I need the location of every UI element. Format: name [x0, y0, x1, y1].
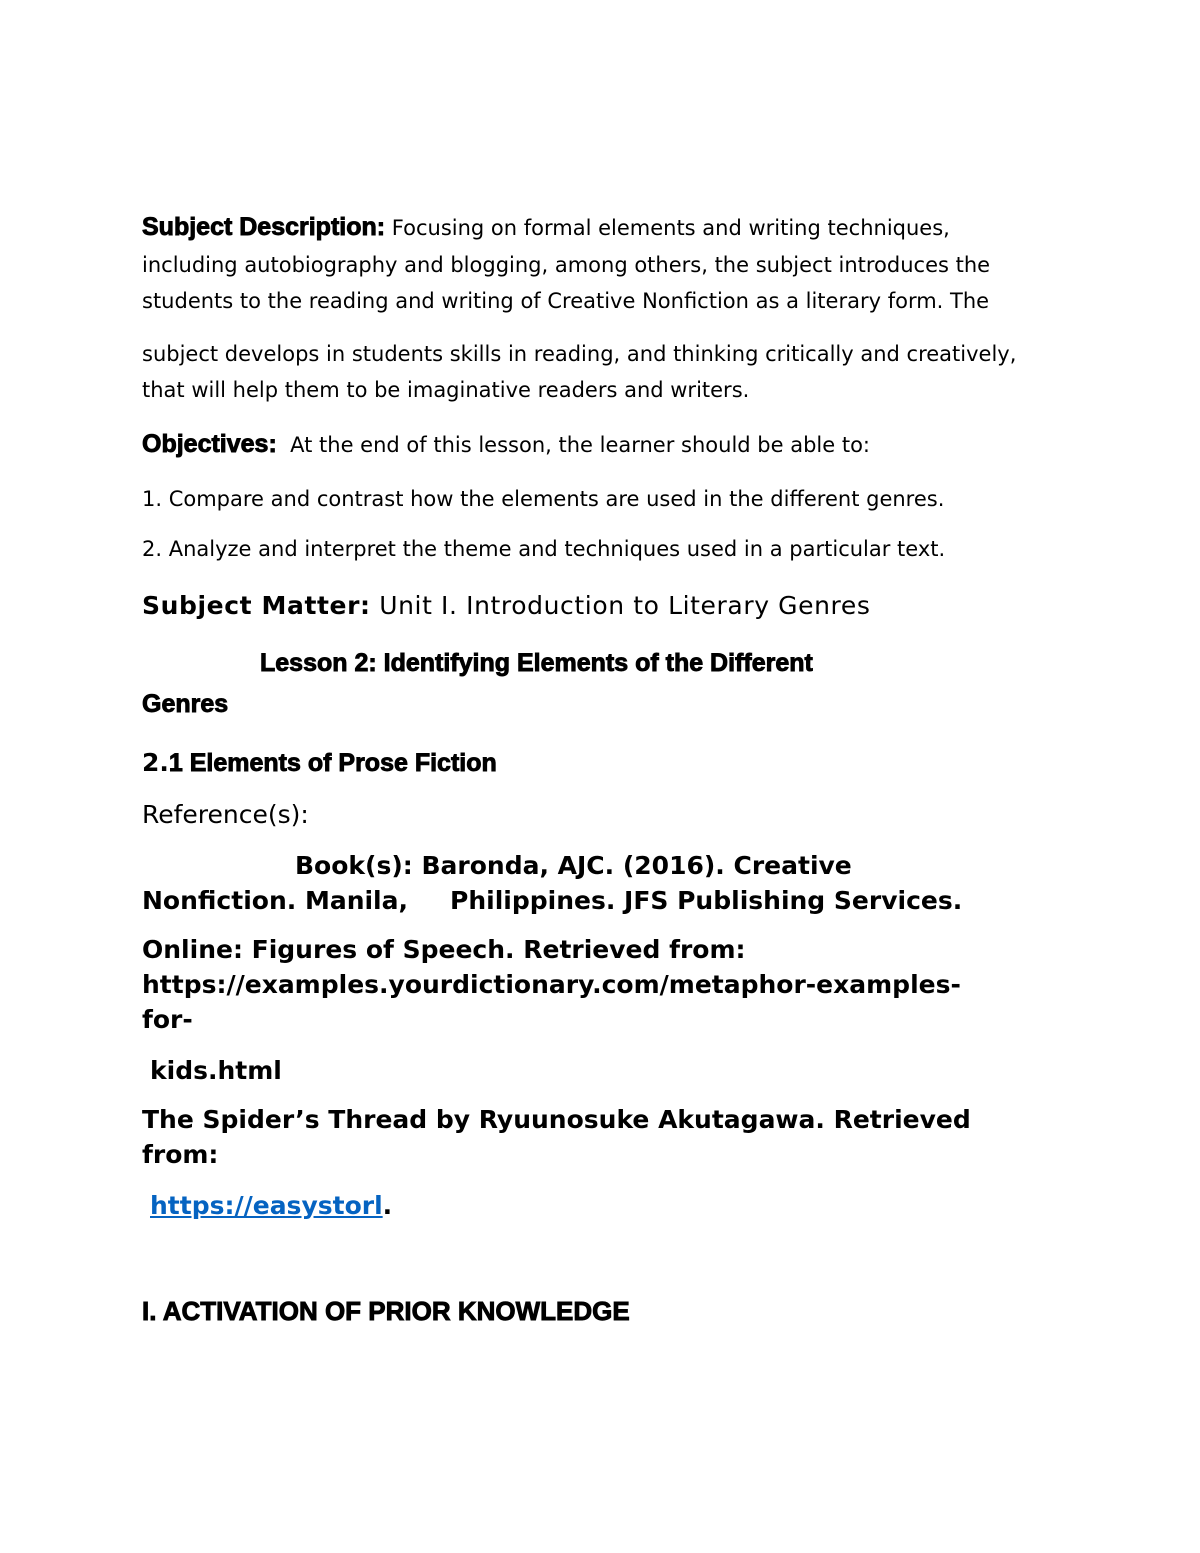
lesson-heading-line-1: Lesson 2: Identifying Elements of the Different: [260, 649, 813, 677]
reference-book-line-2: [142, 883, 1072, 918]
objectives-label: Objectives:: [142, 430, 277, 458]
reference-link-line: [150, 1188, 1080, 1223]
reference-link-suffix: .: [382, 1191, 393, 1220]
reference-online-url-2: for-: [142, 1005, 193, 1034]
objectives-intro: At the end of this lesson, the learner should be able to:: [290, 433, 870, 457]
reference-online-line-1: Online: Figures of Speech. Retrieved from:: [142, 935, 746, 964]
section-heading: [142, 745, 1072, 781]
reference-book-city: Nonfiction. Manila,: [142, 886, 408, 915]
subject-matter-value: Unit I. Introduction to Literary Genres: [379, 591, 871, 620]
subject-description-line-3: students to the reading and writing of Creative Nonfiction as a literary form. The: [142, 289, 990, 313]
subject-matter-label: Subject Matter:: [142, 591, 371, 620]
objective-item-1: 1. Compare and contrast how the elements are used in the different genres.: [142, 487, 945, 511]
subject-description-line-5: that will help them to be imaginative readers and writers.: [142, 378, 750, 402]
reference-spider-line-1: The Spider’s Thread by Ryuunosuke Akutagawa. Retrieved: [142, 1105, 971, 1134]
section-number: 2.: [142, 748, 169, 777]
objective-item-2: 2. Analyze and interpret the theme and techniques used in a particular text.: [142, 537, 946, 561]
subject-description-line-4: subject develops in students skills in reading, and thinking critically and creatively,: [142, 342, 1017, 366]
lesson-heading-line-2: Genres: [142, 690, 229, 718]
reference-book-line-1: Book(s): Baronda, AJC. (2016). Creative: [295, 851, 852, 880]
subject-description-text-1: Focusing on formal elements and writing techniques,: [391, 216, 950, 240]
objectives-line: [142, 426, 1072, 464]
subject-matter-line: [142, 588, 1072, 623]
subject-description-line-2: including autobiography and blogging, among others, the subject introduces the: [142, 253, 991, 277]
reference-book-publisher: Philippines. JFS Publishing Services.: [450, 886, 963, 915]
easystori-link[interactable]: https://easystorl: [150, 1191, 383, 1220]
reference-online-url-3: kids.html: [150, 1056, 282, 1085]
subject-description-label: Subject Description:: [142, 213, 386, 241]
reference-spider-line-2: from:: [142, 1140, 219, 1169]
reference-online-url-1: https://examples.yourdictionary.com/metaphor-examples-: [142, 970, 961, 999]
subject-description-line-1: [142, 209, 1072, 247]
activation-heading: I. ACTIVATION OF PRIOR KNOWLEDGE: [142, 1296, 630, 1326]
references-label: Reference(s):: [142, 800, 309, 829]
section-title: 1 Elements of Prose Fiction: [168, 749, 497, 777]
